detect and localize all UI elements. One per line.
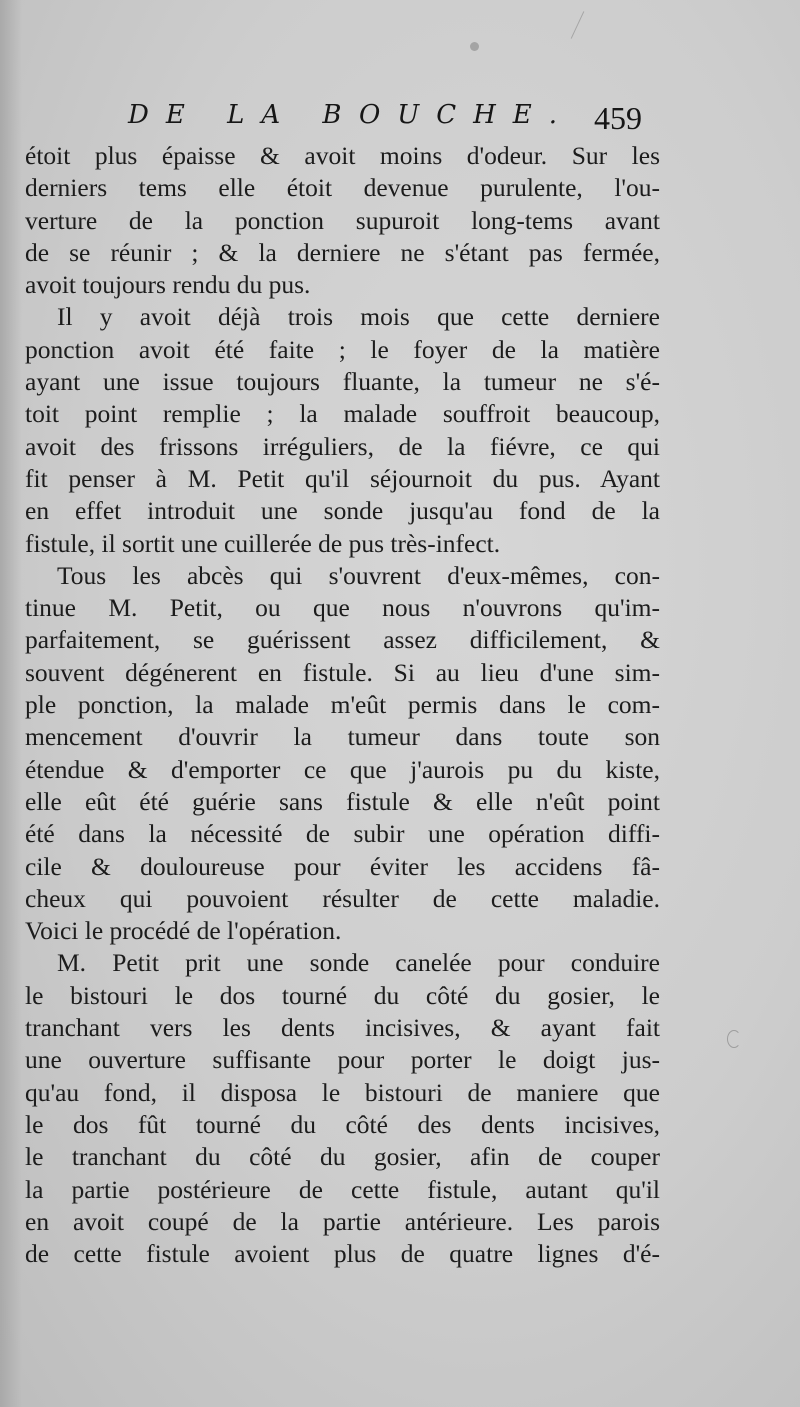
text-line: fit penser à M. Petit qu'il séjournoit du pus. Ayant [25, 463, 660, 493]
paper-mark [727, 1030, 741, 1048]
text-line: le dos fût tourné du côté des dents incisives, [25, 1109, 660, 1139]
text-line: tranchant vers les dents incisives, & ayant fait [25, 1013, 660, 1043]
text-line: ple ponction, la malade m'eût permis dans le com- [25, 690, 660, 720]
text-line: avoit toujours rendu du pus. [25, 270, 311, 300]
text-line: le bistouri le dos tourné du côté du gosier, le [25, 980, 660, 1010]
text-line: avoit des frissons irréguliers, de la fiévre, ce qui [25, 431, 660, 461]
paper-scratch [571, 11, 585, 39]
text-line: le tranchant du côté du gosier, afin de couper [25, 1142, 660, 1172]
text-line: tinue M. Petit, ou que nous n'ouvrons qu'im- [25, 593, 660, 623]
text-line: de se réunir ; & la derniere ne s'étant pas fermée, [25, 237, 660, 267]
text-line: de cette fistule avoient plus de quatre lignes d'é- [25, 1239, 660, 1269]
text-line: fistule, il sortit une cuillerée de pus très-infect. [25, 528, 501, 558]
body-text [25, 140, 660, 1270]
text-line: Voici le procédé de l'opération. [25, 916, 342, 946]
text-line: souvent dégénerent en fistule. Si au lieu d'une sim- [25, 657, 660, 687]
text-line: étoit plus épaisse & avoit moins d'odeur. Sur les [25, 141, 660, 170]
text-line: été dans la nécessité de subir une opération diffi- [25, 819, 660, 849]
text-line: une ouverture suffisante pour porter le doigt jus- [25, 1045, 660, 1075]
text-line: M. Petit prit une sonde canelée pour conduire [57, 948, 660, 978]
text-line: en avoit coupé de la partie antérieure. Les parois [25, 1206, 660, 1236]
text-line: cile & douloureuse pour éviter les accidens fâ- [25, 851, 660, 881]
text-line: la partie postérieure de cette fistule, autant qu'il [25, 1174, 660, 1204]
text-line: Il y avoit déjà trois mois que cette derniere [57, 302, 660, 332]
text-line: ponction avoit été faite ; le foyer de la matière [25, 334, 660, 364]
running-title: DE LA BOUCHE. [128, 100, 575, 130]
text-line: derniers tems elle étoit devenue purulente, l'ou- [25, 173, 660, 203]
text-line: toit point remplie ; la malade souffroit beaucoup, [25, 399, 660, 429]
text-line: cheux qui pouvoient résulter de cette maladie. [25, 883, 660, 913]
gutter-shadow [0, 0, 22, 1407]
text-line: verture de la ponction supuroit long-tems avant [25, 205, 660, 235]
text-line: ayant une issue toujours fluante, la tumeur ne s'é- [25, 367, 660, 397]
text-line: qu'au fond, il disposa le bistouri de maniere que [25, 1077, 660, 1107]
page-number: 459 [594, 100, 642, 136]
text-line: mencement d'ouvrir la tumeur dans toute son [25, 722, 660, 752]
text-line: parfaitement, se guérissent assez difficilement, & [25, 625, 660, 655]
text-line: elle eût été guérie sans fistule & elle n'eût point [25, 786, 660, 816]
text-line: étendue & d'emporter ce que j'aurois pu du kiste, [25, 754, 660, 784]
text-line: Tous les abcès qui s'ouvrent d'eux-mêmes, con- [57, 560, 660, 590]
ink-speck [470, 42, 479, 51]
text-line: en effet introduit une sonde jusqu'au fond de la [25, 496, 660, 526]
